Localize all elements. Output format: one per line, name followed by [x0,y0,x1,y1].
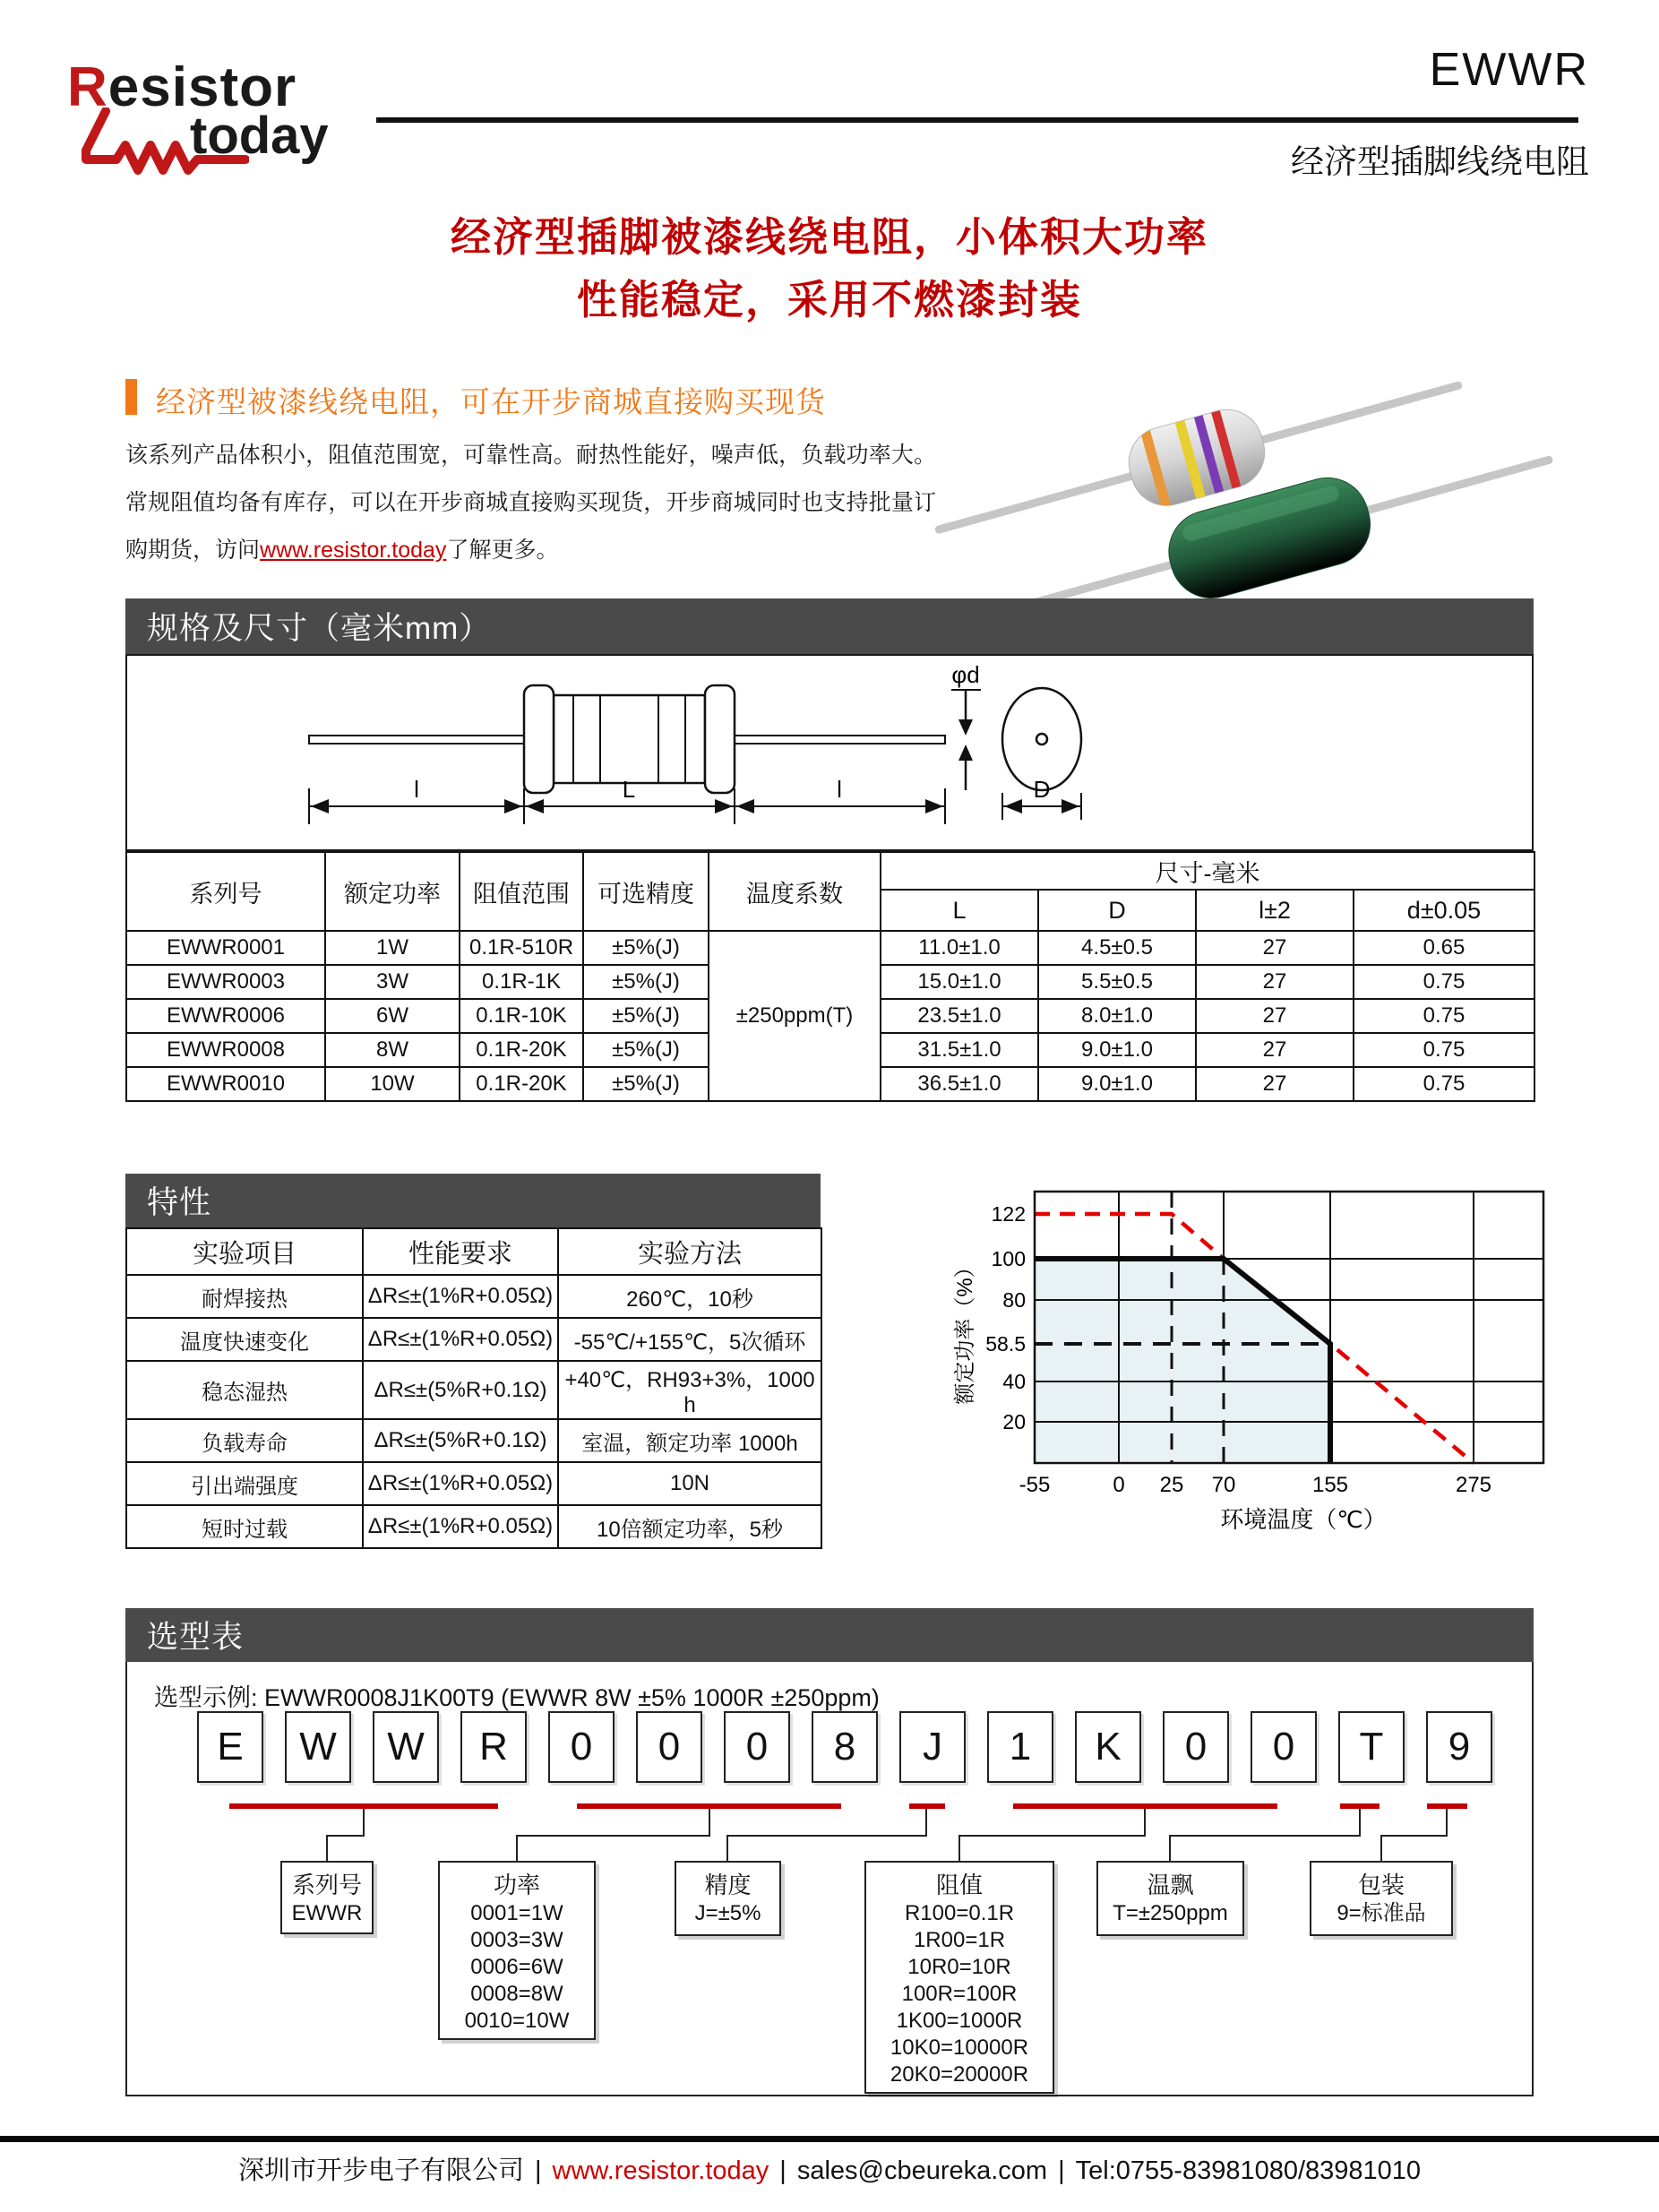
legend-line: R100=0.1R [904,1901,1015,1925]
dim-label-diameter: D [1033,776,1051,803]
spec-section-header [125,598,1534,654]
code-char-box: K [1075,1711,1141,1783]
ytick: 58.5 [985,1332,1026,1356]
cell-L: 11.0±1.0 [881,931,1038,965]
code-char-box: J [899,1711,966,1783]
legend-line: 10R0=10R [907,1955,1011,1979]
table-row [126,1419,821,1462]
legend-title: 精度 [704,1872,752,1898]
cell-precision: ±5%(J) [583,999,709,1033]
cell-l: 27 [1196,999,1354,1033]
col-header-range: 阻值范围 [460,852,583,931]
intro-paragraph [125,432,936,574]
legend-box-precision [675,1861,781,1936]
legend-line: 1K00=1000R [896,2009,1023,2033]
chart-ylabel: 额定功率（%） [953,1256,977,1405]
cell-requirement: ΔR≤±(1%R+0.05Ω) [363,1275,558,1318]
dim-label-lead-left: l [414,776,419,803]
characteristics-title: 特性 [147,1185,212,1220]
cell-item: 引出端强度 [126,1462,363,1505]
cell-l: 27 [1196,931,1354,965]
cell-D: 8.0±1.0 [1038,999,1196,1033]
code-char-box: T [1338,1711,1405,1783]
cell-range: 0.1R-1K [460,965,583,999]
cell-series: EWWR0008 [126,1033,325,1067]
cell-requirement: ΔR≤±(1%R+0.05Ω) [363,1505,558,1548]
legend-title: 阻值 [935,1872,983,1898]
col-header-l2: l±2 [1196,890,1354,931]
cell-series: EWWR0003 [126,965,325,999]
ytick: 20 [1002,1410,1026,1433]
cell-requirement: ΔR≤±(5%R+0.1Ω) [363,1419,558,1462]
legend-line: 0006=6W [470,1955,563,1979]
legend-line: 0010=10W [464,2009,570,2033]
derating-chart [945,1178,1572,1536]
cell-d: 0.75 [1354,965,1534,999]
ytick: 122 [991,1202,1026,1226]
header-divider [376,117,1578,123]
intro-heading: 经济型被漆线绕电阻，可在开步商城直接购买现货 [156,385,826,418]
col-header-L: L [881,890,1038,931]
code-char-box: W [373,1711,439,1783]
chart-shaded-region [1035,1259,1330,1463]
code-char-box: W [285,1711,351,1783]
cell-series: EWWR0006 [126,999,325,1033]
product-subtitle: 经济型插脚线绕电阻 [1291,143,1589,180]
cell-method: -55℃/+155℃，5次循环 [558,1318,821,1361]
intro-text-before-link: 该系列产品体积小，阻值范围宽，可靠性高。耐热性能好，噪声低，负载功率大。常规阻值均备有库存，可以在开步商城直接购买现货，开步商城同时也支持批量订购期货，访问 [125,443,936,563]
table-row [126,1318,821,1361]
cell-L: 23.5±1.0 [881,999,1038,1033]
legend-line: T=±250ppm [1113,1901,1228,1925]
table-row [126,1361,821,1419]
code-char-box: E [197,1711,263,1783]
col-header-D: D [1038,890,1196,931]
code-char-box: 9 [1426,1711,1492,1783]
website-link[interactable]: www.resistor.today [260,538,447,563]
legend-line: EWWR [291,1901,363,1925]
cell-D: 4.5±0.5 [1038,931,1196,965]
cell-method: 室温，额定功率 1000h [558,1419,821,1462]
col-header-item: 实验项目 [126,1228,363,1275]
cell-method: +40℃，RH93+3%，1000 h [558,1361,821,1419]
legend-box-packaging [1310,1861,1453,1936]
cell-requirement: ΔR≤±(1%R+0.05Ω) [363,1318,558,1361]
xtick: 275 [1455,1473,1492,1497]
dim-label-phi-d: φd [951,661,980,688]
legend-line: 9=标准品 [1337,1901,1426,1925]
legend-box-resistance [864,1861,1054,2094]
cell-range: 0.1R-510R [460,931,583,965]
characteristics-table [125,1227,822,1549]
cell-d: 0.65 [1354,931,1534,965]
code-char-box: 0 [1163,1711,1229,1783]
cell-precision: ±5%(J) [583,965,709,999]
dim-label-body: L [622,776,636,803]
cell-power: 6W [325,999,460,1033]
col-header-precision: 可选精度 [583,852,709,931]
code-char-box: 1 [987,1711,1053,1783]
cell-tempco: ±250ppm(T) [709,931,881,1101]
ytick: 40 [1002,1370,1026,1393]
product-photo [909,354,1599,609]
col-header-power: 额定功率 [325,852,460,931]
legend-line: 20K0=20000R [890,2062,1029,2087]
cell-d: 0.75 [1354,999,1534,1033]
legend-title: 系列号 [291,1872,362,1898]
dimension-diagram [125,654,1534,851]
cell-precision: ±5%(J) [583,1067,709,1101]
cell-power: 3W [325,965,460,999]
col-header-dims: 尺寸-毫米 [881,852,1534,890]
legend-title: 温飘 [1147,1872,1194,1898]
legend-title: 功率 [493,1872,540,1898]
legend-title: 包装 [1357,1872,1405,1898]
intro-accent-bar [125,379,137,415]
cell-D: 9.0±1.0 [1038,1067,1196,1101]
xtick: 70 [1211,1473,1236,1497]
cell-precision: ±5%(J) [583,1033,709,1067]
spec-table [125,851,1535,1102]
cell-l: 27 [1196,1067,1354,1101]
legend-line: 0001=1W [470,1901,563,1925]
cell-method: 10倍额定功率，5秒 [558,1505,821,1548]
xtick: 0 [1113,1473,1125,1497]
cell-range: 0.1R-20K [460,1067,583,1101]
cell-method: 10N [558,1462,821,1505]
table-row [126,931,1534,965]
cell-d: 0.75 [1354,1067,1534,1101]
selection-section [125,1608,1534,2096]
footer [0,2150,1659,2187]
cell-power: 1W [325,931,460,965]
cell-requirement: ΔR≤±(1%R+0.05Ω) [363,1462,558,1505]
cell-d: 0.75 [1354,1033,1534,1067]
cell-item: 温度快速变化 [126,1318,363,1361]
cell-series: EWWR0010 [126,1067,325,1101]
cell-power: 8W [325,1033,460,1067]
code-char-box: R [460,1711,527,1783]
intro-text-after-link: 了解更多。 [446,538,559,563]
code-char-box: 8 [812,1711,878,1783]
selection-example: 选型示例: EWWR0008J1K00T9 (EWWR 8W ±5% 1000R ±250ppm) [154,1684,880,1711]
cell-precision: ±5%(J) [583,931,709,965]
cell-D: 9.0±1.0 [1038,1033,1196,1067]
cell-power: 10W [325,1067,460,1101]
cell-l: 27 [1196,1033,1354,1067]
page-title-line1: 经济型插脚被漆线绕电阻，小体积大功率 [450,214,1208,260]
xtick: -55 [1019,1473,1051,1497]
code-char-box: 0 [1251,1711,1317,1783]
product-code: EWWR [1429,44,1589,96]
ytick: 80 [1002,1288,1026,1312]
page-title-line2: 性能稳定，采用不燃漆封装 [576,277,1082,323]
cell-L: 15.0±1.0 [881,965,1038,999]
cell-item: 耐焊接热 [126,1275,363,1318]
logo-word-resistor: esistor [107,56,297,118]
footer-company: 深圳市开步电子有限公司 [237,2156,524,2185]
footer-separator: | [534,2156,542,2185]
ytick: 100 [991,1247,1026,1270]
table-row [126,1275,821,1318]
footer-separator: | [1058,2156,1065,2185]
cell-range: 0.1R-20K [460,1033,583,1067]
cell-l: 27 [1196,965,1354,999]
cell-L: 31.5±1.0 [881,1033,1038,1067]
logo-letter-r: R [67,56,108,118]
spec-section-title: 规格及尺寸（毫米mm） [147,611,492,646]
legend-connectors [127,1610,1532,2095]
cell-item: 短时过载 [126,1505,363,1548]
code-char-box: 0 [636,1711,702,1783]
cell-item: 稳态湿热 [126,1361,363,1419]
table-row [126,1505,821,1548]
legend-box-tempco [1096,1861,1244,1936]
legend-line: 100R=100R [901,1982,1018,2006]
footer-divider [0,2136,1659,2142]
col-header-requirement: 性能要求 [363,1228,558,1275]
chart-xlabel: 环境温度（℃） [1220,1506,1387,1533]
col-header-series: 系列号 [126,852,325,931]
logo-word-today: today [190,107,329,165]
code-char-box: 0 [724,1711,790,1783]
footer-tel: Tel:0755-83981080/83981010 [1075,2156,1422,2185]
legend-line: 0008=8W [470,1982,563,2006]
cell-method: 260℃，10秒 [558,1275,821,1318]
footer-website-link[interactable]: www.resistor.today [552,2156,769,2185]
selection-title: 选型表 [147,1620,245,1655]
legend-box-series [280,1861,374,1934]
table-row [126,1462,821,1505]
characteristics-section-header [125,1174,821,1227]
footer-email: sales@cbeureka.com [796,2156,1048,2185]
cell-range: 0.1R-10K [460,999,583,1033]
col-header-tempco: 温度系数 [709,852,881,931]
xtick: 25 [1159,1473,1184,1497]
xtick: 155 [1311,1473,1349,1497]
cell-item: 负载寿命 [126,1419,363,1462]
legend-line: 0003=3W [470,1928,563,1952]
cell-series: EWWR0001 [126,931,325,965]
dim-label-lead-right: l [837,776,842,803]
col-header-d005: d±0.05 [1354,890,1534,931]
legend-box-power [438,1861,596,2040]
cell-D: 5.5±0.5 [1038,965,1196,999]
legend-line: 10K0=10000R [890,2036,1029,2060]
code-char-box: 0 [548,1711,615,1783]
cell-requirement: ΔR≤±(5%R+0.1Ω) [363,1361,558,1419]
legend-line: J=±5% [694,1901,761,1925]
footer-separator: | [779,2156,787,2185]
col-header-method: 实验方法 [558,1228,821,1275]
legend-line: 1R00=1R [913,1928,1006,1952]
cell-L: 36.5±1.0 [881,1067,1038,1101]
